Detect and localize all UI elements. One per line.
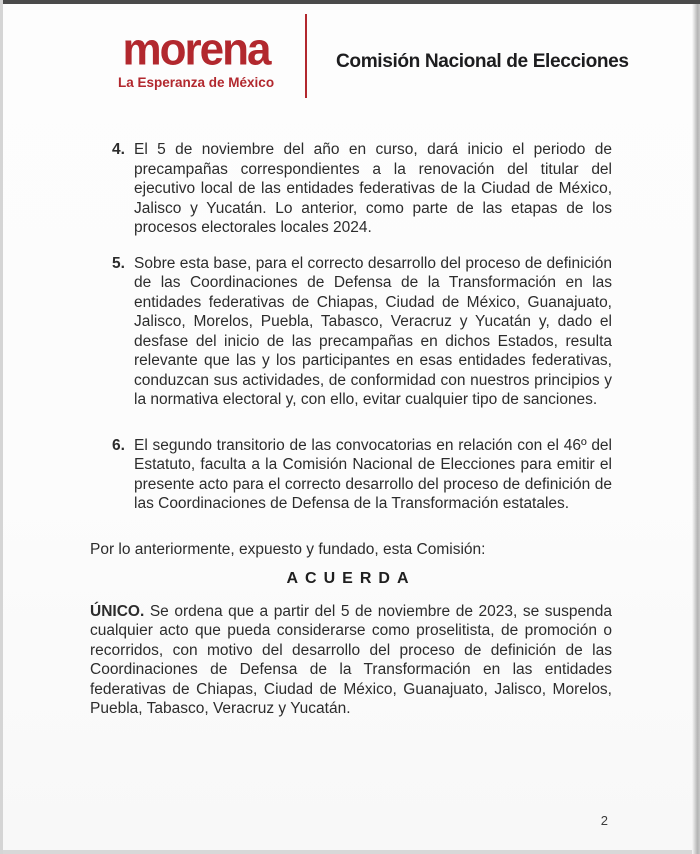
paragraph-4	[112, 140, 612, 238]
paragraph-5-text: Sobre esta base, para el correcto desarrollo del proceso de definición de las Coordinaciones de Defensa de la Transformación en las entidades federativas de Chiapas, Ciudad de México, Guanajuato, Jalisco, Morelos, Puebla, Tabasco, Veracruz y Yucatán y, dado el desfase del inicio de las precampañas en dichos Estados, resulta relevante que las y los participantes en esas entidades federativas, conduzcan sus actividades, de conformidad con nuestros principios y la normativa electoral y, con ello, evitar cualquier tipo de sanciones.	[134, 254, 612, 408]
paragraph-6-text: El segundo transitorio de las convocatorias en relación con el 46º del Estatuto, faculta a la Comisión Nacional de Elecciones para emitir el presente acto para el correcto desarrollo del proceso de definición de las Coordinaciones de Defensa de la Transformación estatales.	[134, 436, 612, 512]
header-divider	[305, 14, 307, 98]
paragraph-5-number: 5.	[112, 254, 125, 272]
morena-wordmark: morena	[122, 24, 270, 75]
paragraph-6-number: 6.	[112, 436, 125, 454]
paragraph-6	[112, 436, 612, 514]
document-header	[0, 0, 700, 112]
resolution-text: Se ordena que a partir del 5 de noviembre de 2023, se suspenda cualquier acto que pueda considerarse como proselitista, de promoción o recorridos, con motivo del desarrollo del proceso de definición de las Coordinaciones de Defensa de la Transformación en las entidades federativas de Chiapas, Ciudad de México, Guanajuato, Jalisco, Morelos, Puebla, Tabasco, Veracruz y Yucatán.	[90, 602, 612, 717]
photo-edge-right	[692, 4, 700, 854]
document-body	[0, 140, 700, 719]
photo-edge-left	[0, 0, 3, 854]
resolution-heading: ACUERDA	[286, 570, 416, 587]
resolution-label: ÚNICO.	[90, 602, 145, 620]
resolution-paragraph	[90, 602, 612, 719]
closing-intro: Por lo anteriormente, expuesto y fundado, esta Comisión:	[90, 540, 486, 558]
morena-logo	[118, 24, 275, 90]
org-title: Comisión Nacional de Elecciones	[336, 50, 629, 72]
paragraph-4-text: El 5 de noviembre del año en curso, dará inicio el periodo de precampañas correspondientes a la renovación del titular del ejecutivo local de las entidades federativas de la Ciudad de México, Jalisco y Yucatán. Lo anterior, como parte de las etapas de los procesos electorales locales 2024.	[134, 141, 612, 236]
page-number: 2	[600, 813, 608, 828]
numbered-paragraphs	[112, 140, 612, 514]
paragraph-4-number: 4.	[112, 141, 125, 158]
photo-edge-bottom	[3, 850, 692, 854]
paragraph-5	[112, 254, 612, 410]
morena-tagline: La Esperanza de México	[118, 75, 275, 90]
